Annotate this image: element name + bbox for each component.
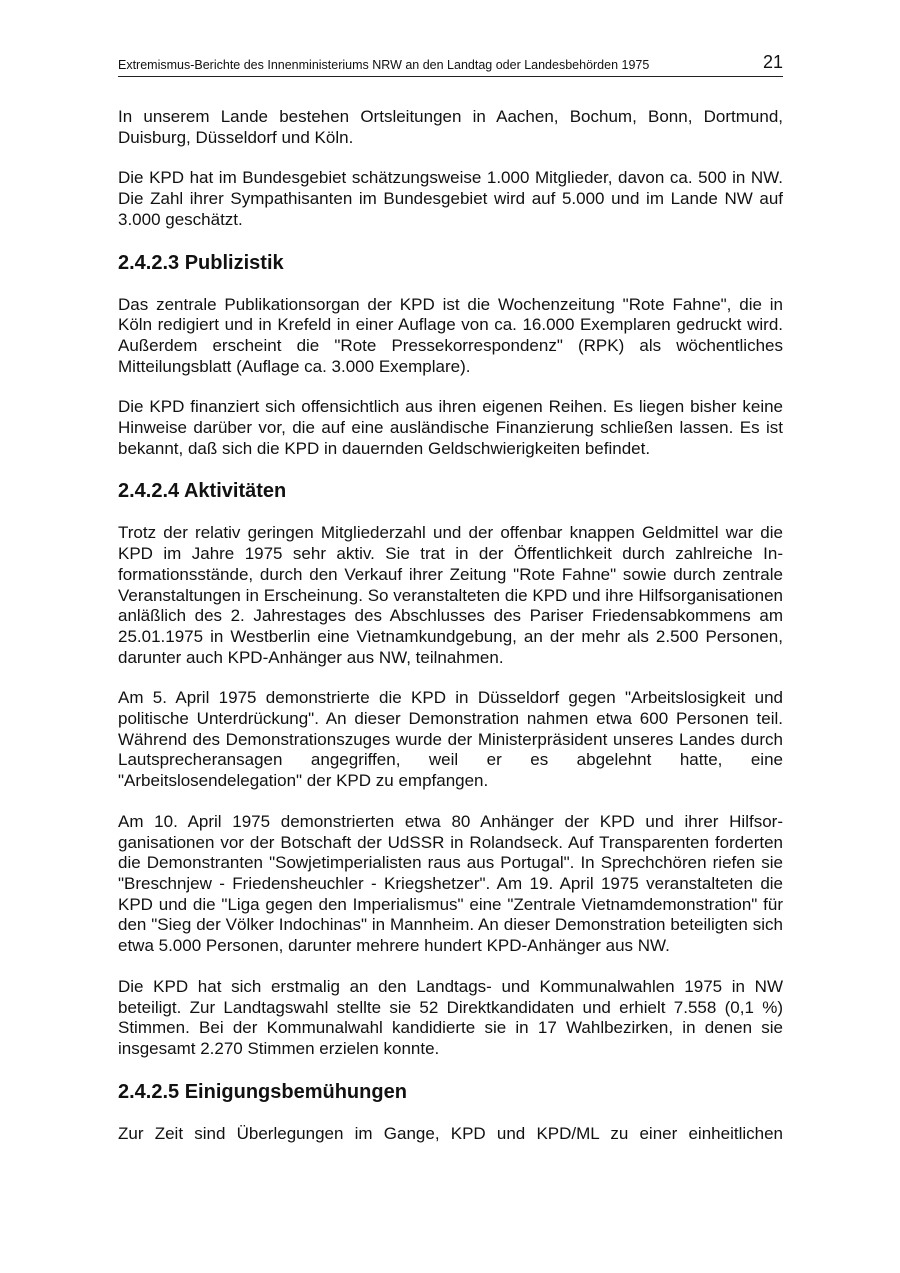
heading-aktivitaeten: 2.4.2.4 Aktivitäten — [118, 480, 287, 503]
heading-publizistik: 2.4.2.3 Publizistik — [118, 251, 284, 274]
page-number: 21 — [762, 52, 783, 72]
paragraph-aktivitaet-1975: Trotz der relativ geringen Mitgliederzahl und der offenbar knappen Geldmittel war die KPD im Jahre 1975 sehr aktiv. Sie trat in der Öffentlichkeit durch zahlreiche Informationsstände, durch den Verkauf ihrer Zeitung "Rote Fahne" sowie durch zentrale Veranstaltungen in Erscheinung. So veranstalteten die KPD und ihre Hilfsorganisationen anläßlich des 2. Jahrestages des Abschlusses des Pariser Friedensabkommens am 25.01.1975 in Westberlin eine Vietnamkundgebung, an der mehr als 2.500 Personen, darunter auch KPD-Anhänger aus NW, teilnahmen. — [118, 523, 783, 667]
page-header — [118, 52, 783, 77]
paragraph-mitglieder: Die KPD hat im Bundesgebiet schätzungsweise 1.000 Mitglieder, davon ca. 500 in NW. Die Zahl ihrer Sympathisanten im Bundesgebiet wird auf 5.000 und im Lande NW auf 3.000 geschätzt. — [118, 168, 783, 229]
header-title: Extremismus-Berichte des Innenministeriums NRW an den Landtag oder Landesbehörden 1975 — [118, 58, 650, 72]
paragraph-wahlen: Die KPD hat sich erstmalig an den Landtags- und Kommunalwahlen 1975 in NW beteiligt. Zur Landtagswahl stellte sie 52 Direktkandidaten und erhielt 7.558 (0,1 %) Stimmen. Bei der Kommunalwahl kandidierte sie in 17 Wahlbezirken, in denen sie insgesamt 2.270 Stimmen erzielen konnte. — [118, 976, 783, 1058]
paragraph-demonstration-rolandseck: Am 10. April 1975 demonstrierten etwa 80 Anhänger der KPD und ihrer Hilfsorganisationen vor der Botschaft der UdSSR in Rolandseck. Auf Transparenten forderten die Demonstranten "Sowjetimperialisten raus aus Portugal". In Sprechchören riefen sie "Breschnjew - Friedensheuchler - Kriegshetzer". Am 19. April 1975 veranstalteten die KPD und die "Liga gegen den Imperialismus" eine "Zentrale Vietnamdemonstration" für den "Sieg der Völker Indochinas" in Mannheim. An dieser Demonstration beteiligten sich etwa 5.000 Personen, darunter mehrere hundert KPD-Anhänger aus NW. — [118, 811, 783, 956]
document-body — [118, 107, 783, 1164]
paragraph-demonstration-duesseldorf: Am 5. April 1975 demonstrierte die KPD in Düsseldorf gegen "Arbeitslosigkeit und politische Unterdrückung". An dieser Demonstration nahmen etwa 600 Personen teil. Während des Demonstrationszuges wurde der Ministerpräsident unseres Landes durch Lautsprecheransagen angegriffen, weil er es abgelehnt hatte, eine "Arbeitslosendelegation" der KPD zu empfangen. — [118, 688, 783, 791]
paragraph-publikationsorgan: Das zentrale Publikationsorgan der KPD ist die Wochenzeitung "Rote Fahne", die in Köln redigiert und in Krefeld in einer Auflage von ca. 16.000 Exemplaren gedruckt wird. Außerdem erscheint die "Rote Pressekorrespondenz" (RPK) als wöchentliches Mitteilungsblatt (Auflage ca. 3.000 Exemplare). — [118, 294, 783, 376]
paragraph-einigung: Zur Zeit sind Überlegungen im Gange, KPD und KPD/ML zu einer einheitlichen — [118, 1123, 783, 1143]
paragraph-finanzierung: Die KPD finanziert sich offensichtlich aus ihren eigenen Reihen. Es liegen bisher keine Hinweise darüber vor, die auf eine ausländische Finanzierung schließen lassen. Es ist bekannt, daß sich die KPD in dauernden Geldschwierigkeiten befindet. — [118, 397, 783, 458]
paragraph-ortsleitungen: In unserem Lande bestehen Ortsleitungen in Aachen, Bochum, Bonn, Dortmund, Duisburg, Düsseldorf und Köln. — [118, 107, 783, 147]
heading-einigungsbemuehungen: 2.4.2.5 Einigungsbemühungen — [118, 1080, 407, 1103]
